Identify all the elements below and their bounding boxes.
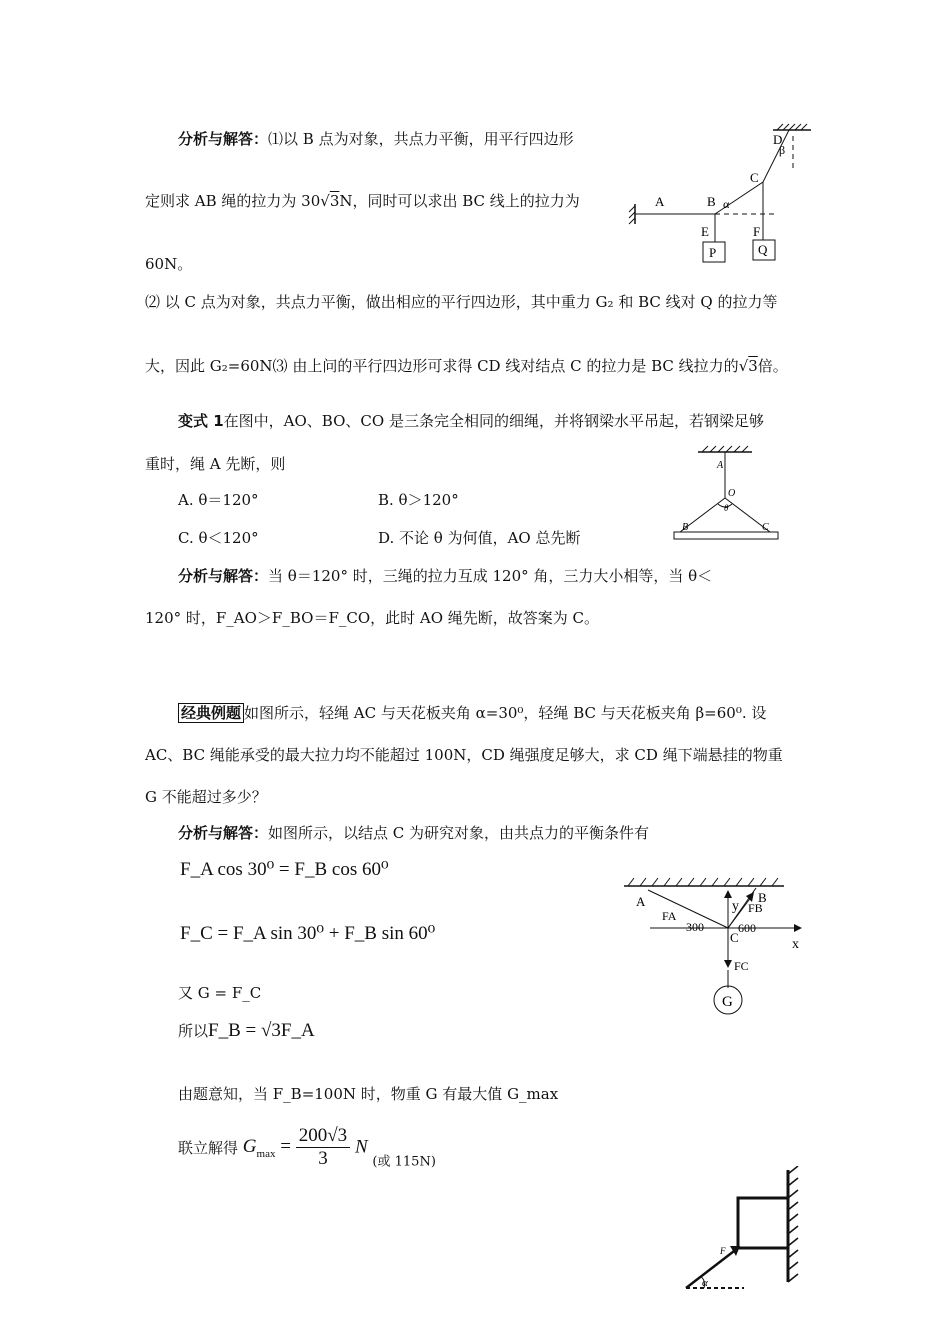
fig1-F: F [753,224,761,239]
s1-line4: ⑵ 以 C 点为对象，共点力平衡，做出相应的平行四边形，其中重力 G₂ 和 BC 线对 Q 的拉力等 [145,293,778,311]
fig2-A: A [717,460,724,471]
example-l1-text: 如图所示，轻绳 AC 与天花板夹角 α=30⁰，轻绳 BC 与天花板夹角 β=60⁰. 设 [244,704,767,722]
equation-5: 由题意知，当 F_B=100N 时，物重 G 有最大值 G_max [178,1085,559,1103]
eq6-fraction [296,1125,350,1170]
fig1-C: C [750,170,759,185]
fig3-A: A [636,894,646,909]
fig3-G: G [722,994,733,1010]
eq6-num: 200√3 [296,1125,350,1148]
fig1-alpha: α [723,197,730,211]
eq6-den: 3 [318,1148,328,1169]
example-line2: AC、BC 绳能承受的最大拉力均不能超过 100N，CD 绳强度足够大，求 CD 绳下端悬挂的物重 [145,746,783,764]
s1-line1 [178,128,574,149]
fig3-B: B [758,890,767,905]
fig1-Q: Q [758,242,768,257]
example-ans-text: 如图所示，以结点 C 为研究对象，由共点力的平衡条件有 [268,824,650,842]
option-a: A. θ＝120° [178,491,259,509]
fig3-300: 300 [686,920,704,934]
s1-line2: 定则求 AB 绳的拉力为 30√3N，同时可以求出 BC 线上的拉力为 [145,192,580,210]
eq4-math: F_B = √3F_A [208,1020,315,1041]
variant-ans-label: 分析与解答： [178,567,269,585]
option-b: B. θ＞120° [378,491,459,509]
eq4-pre: 所以 [178,1022,209,1040]
eq6-note: (或 115N) [372,1154,436,1170]
fig3-C: C [730,930,739,945]
equation-6 [178,1125,436,1170]
example-label: 经典例题 [178,703,244,723]
fig3-y: y [732,899,739,914]
variant-line2: 重时，绳 A 先断，则 [145,455,286,473]
s1-l5-post: 倍。 [757,357,788,375]
equation-2: F_C = F_A sin 30⁰ + F_B sin 60⁰ [180,923,436,944]
equation-1: F_A cos 30⁰ = F_B cos 60⁰ [180,859,389,880]
s1-l2-pre: 定则求 AB 绳的拉力为 30 [145,192,321,210]
fig2-B: B [682,522,689,533]
example-answer [178,822,649,843]
fig1-D: D [773,132,783,147]
fig1-A: A [655,194,665,209]
s1-label: 分析与解答： [178,130,269,148]
variant-answer-line1 [178,565,712,586]
figure-3 [620,876,810,1018]
fig2-theta: θ [724,503,729,513]
example-line1 [178,702,766,723]
variant-answer-line2: 120° 时，F_AO＞F_BO＝F_CO，此时 AO 绳先断，故答案为 C。 [145,609,600,627]
variant-ans1: 当 θ＝120° 时，三绳的拉力互成 120° 角，三力大小相等，当 θ＜ [268,567,713,585]
fig2-C: C [762,522,769,533]
eq6-unit: N [354,1136,368,1158]
s1-line5: 大，因此 G₂=60N⑶ 由上问的平行四边形可求得 CD 线对结点 C 的拉力是 BC 线拉力的√3倍。 [145,357,788,375]
fig1-P: P [709,245,717,260]
variant-line1 [178,410,764,431]
example-ans-label: 分析与解答： [178,824,269,842]
fig4-F: F [720,1246,726,1256]
eq6-lhs: $G_{max}$ = [242,1135,291,1160]
figure-2 [668,440,788,550]
eq6-pre: 联立解得 [178,1139,239,1157]
fig3-FC: FC [734,959,749,973]
example-line3: G 不能超过多少？ [145,788,267,806]
fig1-E: E [701,224,709,239]
equation-3: 又 G = F_C [178,984,262,1002]
fig3-FA: FA [662,909,677,923]
fig2-O: O [728,488,736,499]
figure-4 [680,1166,810,1296]
fig3-FB: FB [748,901,763,915]
eq6-sub: max [256,1147,276,1160]
s1-l2-post: N，同时可以求出 BC 线上的拉力为 [339,192,580,210]
variant-l1-text: 在图中，AO、BO、CO 是三条完全相同的细绳，并将钢梁水平吊起，若钢梁足够 [223,412,764,430]
fig1-beta: β [779,143,786,157]
s1-l2-sqrt: 3 [329,192,340,210]
s1-line3: 60N。 [145,255,193,273]
s1-line1-text: ⑴以 B 点为对象，共点力平衡，用平行四边形 [268,130,574,148]
fig4-alpha: α [702,1277,708,1289]
s1-l5-sqrt: 3 [748,357,758,375]
equation-4 [178,1020,315,1042]
eq6-g: G [242,1135,257,1157]
s1-l5-pre: 大，因此 G₂=60N⑶ 由上问的平行四边形可求得 CD 线对结点 C 的拉力是 BC 线拉力的 [145,357,739,375]
option-d: D. 不论 θ 为何值，AO 总先断 [378,529,581,547]
fig3-600: 600 [738,921,756,935]
figure-1 [625,120,815,270]
fig1-B: B [707,194,716,209]
fig3-x: x [792,937,799,952]
variant-label: 变式 1 [178,412,224,430]
option-c: C. θ＜120° [178,529,259,547]
